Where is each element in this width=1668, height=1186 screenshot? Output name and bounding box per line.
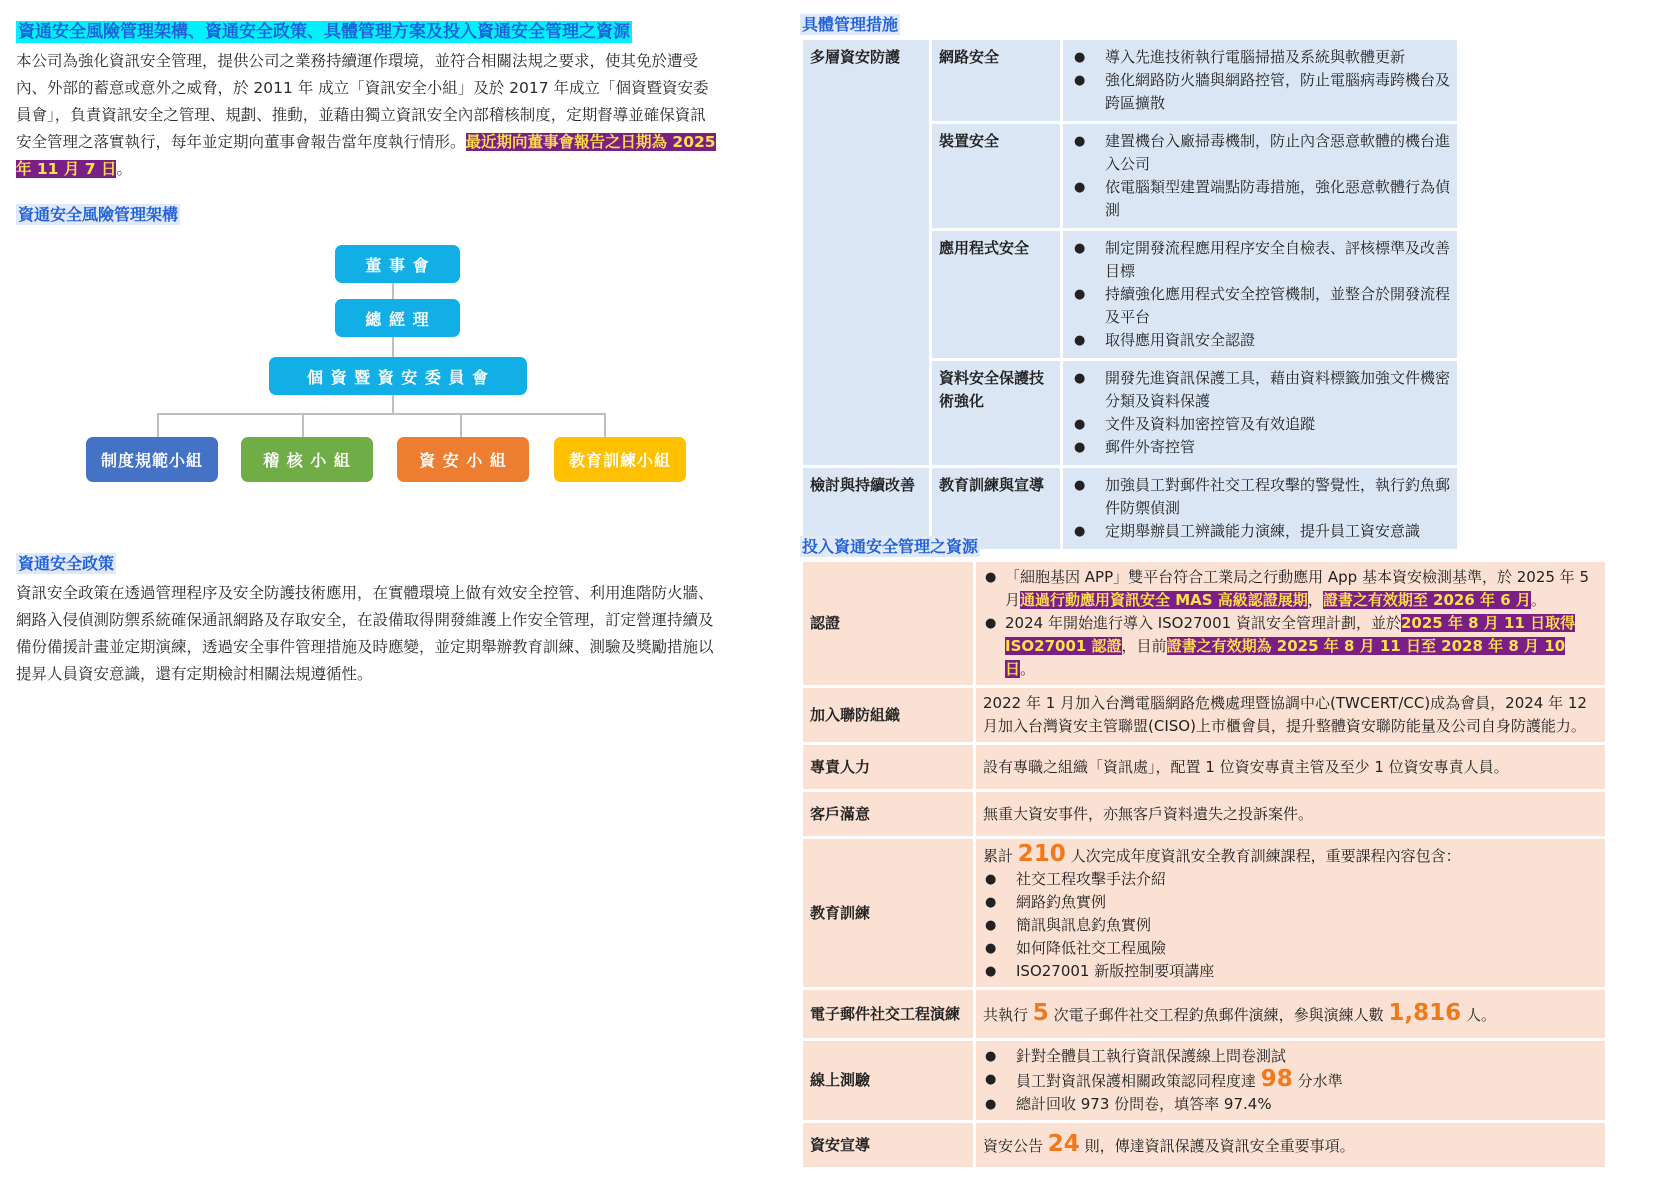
list-item: ● 如何降低社交工程風險: [983, 937, 1598, 960]
resource-key: 資安宣導: [803, 1123, 973, 1167]
policy-title: 資通安全政策: [18, 554, 115, 573]
table-row: [803, 562, 1605, 685]
list-item: ● 社交工程攻擊手法介紹: [983, 868, 1598, 891]
list-item: ● 依電腦類型建置端點防毒措施，強化惡意軟體行為偵測: [1070, 176, 1450, 222]
resource-value: [976, 562, 1605, 685]
measures-category: 多層資安防護: [803, 40, 929, 465]
resource-value: 無重大資安事件，亦無客戶資料遺失之投訴案件。: [976, 792, 1605, 836]
table-row: [803, 839, 1605, 987]
table-row: [803, 688, 1605, 742]
table-row: [803, 792, 1605, 836]
org-committee: 個 資 暨 資 安 委 員 會: [269, 357, 527, 395]
resource-key: 專責人力: [803, 745, 973, 789]
resources-title: 投入資通安全管理之資源: [802, 537, 979, 556]
list-item: ● 文件及資料加密控管及有效追蹤: [1070, 413, 1450, 436]
org-connector: [157, 413, 606, 415]
measures-category: 檢討與持續改善: [803, 468, 929, 549]
resource-value: 設有專職之組織「資訊處」，配置 1 位資安專責主管及至少 1 位資安專責人員。: [976, 745, 1605, 789]
table-row: [803, 1041, 1605, 1120]
announcement-count: 24: [1047, 1130, 1080, 1157]
list-item: ● 導入先進技術執行電腦掃描及系統與軟體更新: [1070, 46, 1450, 69]
list-item: ● 簡訊與訊息釣魚實例: [983, 914, 1598, 937]
list-item: ● 網路釣魚實例: [983, 891, 1598, 914]
list-item: ● 制定開發流程應用程序安全自檢表、評核標準及改善目標: [1070, 237, 1450, 283]
list-item: ● ISO27001 新版控制要項講座: [983, 960, 1598, 983]
table-row: [803, 40, 1457, 121]
org-group-training: 教育訓練小組: [554, 437, 686, 482]
measures-subcategory: 裝置安全: [932, 124, 1060, 228]
measures-items: [1063, 124, 1457, 228]
org-connector: [392, 395, 394, 414]
list-item: ● 針對全體員工執行資訊保護線上問卷測試: [983, 1045, 1598, 1068]
resource-value: [976, 1041, 1605, 1120]
measures-items: [1063, 40, 1457, 121]
policy-paragraph: 資訊安全政策在透過管理程序及安全防護技術應用，在實體環境上做有效安全控管、利用進階防火牆、網路入侵偵測防禦系統確保通訊網路及存取安全，在設備取得開發維護上作安全管理，訂定營運持續及備份備援計畫並定期演練，透過安全事件管理措施及時應變，並定期舉辦教育訓練、測驗及獎勵措施以提昇人員資安意識，還有定期檢討相關法規遵循性。: [16, 584, 714, 683]
org-chart: [0, 0, 780, 500]
measures-table: [800, 37, 1460, 552]
resource-key: 教育訓練: [803, 839, 973, 987]
list-item: ● 總計回收 973 份問卷，填答率 97.4%: [983, 1093, 1598, 1116]
resource-key: 線上測驗: [803, 1041, 973, 1120]
training-count: 210: [1017, 841, 1066, 867]
resource-value: 共執行 5 次電子郵件社交工程釣魚郵件演練，參與演練人數 1,816 人。: [976, 990, 1605, 1038]
list-item: ● 郵件外寄控管: [1070, 436, 1450, 459]
org-connector: [460, 413, 462, 437]
measures-title: 具體管理措施: [802, 15, 899, 34]
approval-score: 98: [1260, 1066, 1293, 1092]
org-connector: [157, 413, 159, 437]
resource-key: 認證: [803, 562, 973, 685]
org-connector: [302, 413, 304, 437]
resource-value: 2022 年 1 月加入台灣電腦網路危機處理暨協調中心(TWCERT/CC)成為會員，2024 年 12 月加入台灣資安主管聯盟(CISO)上市櫃會員，提升整體資安聯防能量及公司自身防護能力。: [976, 688, 1605, 742]
list-item: ● 取得應用資訊安全認證: [1070, 329, 1450, 352]
resource-key: 加入聯防組織: [803, 688, 973, 742]
drill-count: 5: [1032, 999, 1049, 1026]
list-item: ● 持續強化應用程式安全控管機制，並整合於開發流程及平台: [1070, 283, 1450, 329]
training-summary: 累計 210 人次完成年度資訊安全教育訓練課程，重要課程內容包含：: [983, 841, 1461, 867]
list-item: ● 定期舉辦員工辨識能力演練，提升員工資安意識: [1070, 520, 1450, 543]
board-report-date: 最近期向董事會報告之日期為 2025 年 11 月 7 日: [16, 133, 716, 178]
table-row: [803, 745, 1605, 789]
org-connector: [392, 337, 394, 359]
main-heading: 資通安全風險管理架構、資通安全政策、具體管理方案及投入資通安全管理之資源: [18, 22, 630, 42]
list-item: ● 加強員工對郵件社交工程攻擊的警覺性，執行釣魚郵件防禦偵測: [1070, 474, 1450, 520]
list-item: ● 建置機台入廠掃毒機制，防止內含惡意軟體的機台進入公司: [1070, 130, 1450, 176]
resource-key: 電子郵件社交工程演練: [803, 990, 973, 1038]
list-item: ● 員工對資訊保護相關政策認同程度達 98 分水準: [983, 1068, 1598, 1093]
org-connector: [604, 413, 606, 437]
list-item: ● 開發先進資訊保護工具，藉由資料標籤加強文件機密分類及資料保護: [1070, 367, 1450, 413]
list-item: ● 「細胞基因 APP」雙平台符合工業局之行動應用 App 基本資安檢測基準，於 2025 年 5 月通過行動應用資訊安全 MAS 高級認證展期，證書之有效期至 2026 年 6 月。: [983, 566, 1598, 612]
participant-count: 1,816: [1388, 999, 1462, 1026]
intro-paragraph: 本公司為強化資訊安全管理，提供公司之業務持續運作環境，並符合相關法規之要求，使其免於遭受內、外部的蓄意或意外之威脅，於 2011 年 成立「資訊安全小組」及於 2017 年成立「個資暨資安委員會」，負責資訊安全之管理、規劃、推動，並藉由獨立資訊安全內部稽核制度，定期督導並確保資訊安全管理之落實執行，每年並定期向董事會報告當年度執行情形。最近期向董事會報告之日期為 2025 年 11 月 7 日。: [16, 52, 716, 178]
org-group-audit: 稽 核 小 組: [241, 437, 373, 482]
org-board: 董 事 會: [335, 245, 460, 283]
resource-value: [976, 839, 1605, 987]
measures-subcategory: 教育訓練與宣導: [932, 468, 1060, 549]
measures-subcategory: 應用程式安全: [932, 231, 1060, 358]
list-item: ● 2024 年開始進行導入 ISO27001 資訊安全管理計劃，並於2025 年 8 月 11 日取得 ISO27001 認證，目前證書之有效期為 2025 年 8 月 11 日至 2028 年 8 月 10 日。: [983, 612, 1598, 681]
table-row: [803, 990, 1605, 1038]
table-row: [803, 1123, 1605, 1167]
list-item: ● 強化網路防火牆與網路控管，防止電腦病毒跨機台及跨區擴散: [1070, 69, 1450, 115]
resource-value: 資安公告 24 則，傳達資訊保護及資訊安全重要事項。: [976, 1123, 1605, 1167]
resource-key: 客戶滿意: [803, 792, 973, 836]
measures-items: [1063, 231, 1457, 358]
measures-subcategory: 網路安全: [932, 40, 1060, 121]
measures-items: [1063, 361, 1457, 465]
org-general-manager: 總 經 理: [335, 299, 460, 337]
resources-table: [800, 559, 1608, 1170]
measures-items: [1063, 468, 1457, 549]
measures-subcategory: 資料安全保護技術強化: [932, 361, 1060, 465]
org-group-security: 資 安 小 組: [397, 437, 529, 482]
org-group-regulation: 制度規範小組: [86, 437, 218, 482]
org-chart-title: 資通安全風險管理架構: [18, 205, 179, 224]
